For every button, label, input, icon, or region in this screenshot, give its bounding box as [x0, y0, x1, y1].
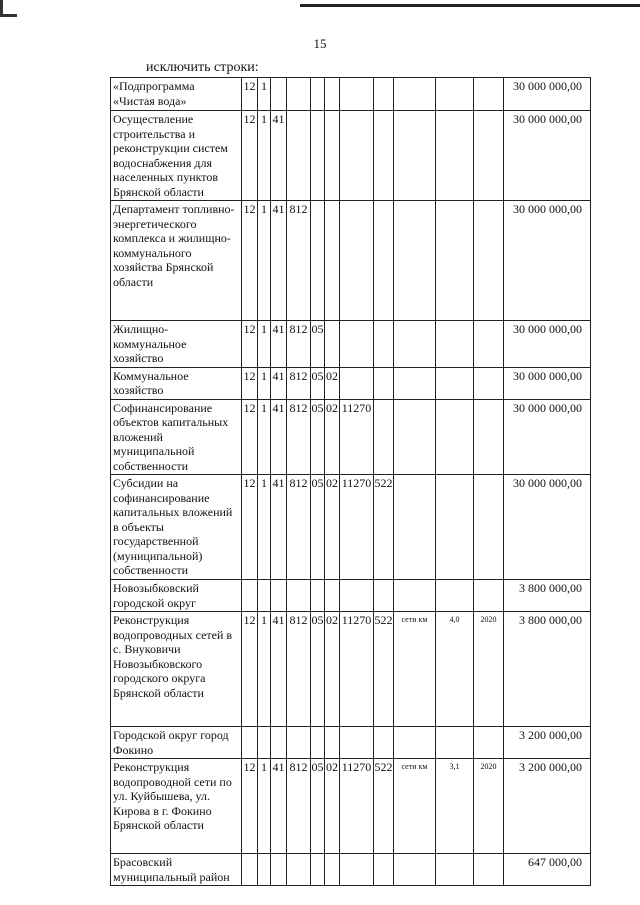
row-code-c2	[258, 854, 271, 886]
row-code-c11	[474, 78, 504, 111]
row-name: Реконструкция водопроводной сети по ул. Куйбышева, ул. Кирова в г. Фокино Брянской области	[111, 759, 242, 854]
row-code-c11	[474, 321, 504, 368]
row-code-c5: 05	[311, 399, 325, 475]
row-code-c1: 12	[242, 321, 258, 368]
row-name: Жилищно-коммунальное хозяйство	[111, 321, 242, 368]
scan-top-bar	[300, 4, 640, 7]
row-code-c3	[271, 727, 287, 759]
table-row	[111, 727, 591, 759]
row-amount: 30 000 000,00	[504, 399, 591, 475]
row-code-c8	[374, 580, 394, 612]
row-code-c7	[340, 111, 374, 201]
row-code-c8	[374, 78, 394, 111]
row-code-c8: 522	[374, 475, 394, 580]
row-code-c7: 11270	[340, 759, 374, 854]
row-code-c6	[325, 727, 340, 759]
row-code-c11	[474, 580, 504, 612]
row-name: Софинансирование объектов капитальных вложений муниципальной собственности	[111, 399, 242, 475]
row-code-c6	[325, 78, 340, 111]
row-code-c4	[287, 580, 311, 612]
row-code-c10	[436, 201, 474, 321]
row-code-c8: 522	[374, 612, 394, 727]
row-code-c10	[436, 727, 474, 759]
row-code-c10	[436, 78, 474, 111]
row-code-c2: 1	[258, 201, 271, 321]
row-code-c7	[340, 854, 374, 886]
row-code-c5	[311, 201, 325, 321]
row-amount: 30 000 000,00	[504, 321, 591, 368]
row-code-c3: 41	[271, 111, 287, 201]
row-code-c3: 41	[271, 201, 287, 321]
row-code-c2	[258, 580, 271, 612]
row-code-c11: 2020	[474, 759, 504, 854]
row-amount: 647 000,00	[504, 854, 591, 886]
row-code-c8	[374, 399, 394, 475]
row-code-c8	[374, 111, 394, 201]
row-code-c5	[311, 854, 325, 886]
row-code-c2: 1	[258, 78, 271, 111]
row-code-c6: 02	[325, 759, 340, 854]
table-row	[111, 367, 591, 399]
table-row	[111, 580, 591, 612]
row-amount: 3 200 000,00	[504, 727, 591, 759]
row-code-c10	[436, 399, 474, 475]
row-code-c8	[374, 727, 394, 759]
row-name: Субсидии на софинансирование капитальных вложений в объекты государственной (муниципальной) собственности	[111, 475, 242, 580]
row-code-c11	[474, 854, 504, 886]
row-code-c9	[394, 580, 436, 612]
budget-table	[110, 77, 591, 886]
row-code-c9	[394, 111, 436, 201]
row-code-c9	[394, 78, 436, 111]
row-code-c2: 1	[258, 475, 271, 580]
row-code-c9	[394, 367, 436, 399]
table-row	[111, 854, 591, 886]
row-code-c6: 02	[325, 367, 340, 399]
row-code-c10	[436, 367, 474, 399]
row-code-c6	[325, 321, 340, 368]
row-code-c4: 812	[287, 399, 311, 475]
row-code-c4: 812	[287, 201, 311, 321]
row-amount: 3 800 000,00	[504, 612, 591, 727]
row-amount: 3 200 000,00	[504, 759, 591, 854]
row-code-c11: 2020	[474, 612, 504, 727]
row-code-c4: 812	[287, 612, 311, 727]
row-code-c3	[271, 854, 287, 886]
row-code-c6	[325, 201, 340, 321]
row-code-c1	[242, 727, 258, 759]
row-code-c1: 12	[242, 759, 258, 854]
row-code-c1: 12	[242, 201, 258, 321]
row-code-c11	[474, 727, 504, 759]
row-code-c4	[287, 727, 311, 759]
row-amount: 30 000 000,00	[504, 78, 591, 111]
intro-text: исключить строки:	[146, 60, 259, 75]
row-code-c3	[271, 580, 287, 612]
row-code-c7	[340, 580, 374, 612]
row-code-c6	[325, 854, 340, 886]
row-code-c8	[374, 321, 394, 368]
row-code-c10	[436, 580, 474, 612]
row-code-c3: 41	[271, 475, 287, 580]
row-code-c10: 3,1	[436, 759, 474, 854]
row-code-c1: 12	[242, 367, 258, 399]
row-amount: 30 000 000,00	[504, 367, 591, 399]
row-code-c3: 41	[271, 321, 287, 368]
row-code-c5	[311, 727, 325, 759]
row-code-c4: 812	[287, 367, 311, 399]
row-amount: 30 000 000,00	[504, 201, 591, 321]
row-name: Городской округ город Фокино	[111, 727, 242, 759]
row-code-c10	[436, 321, 474, 368]
row-code-c5: 05	[311, 367, 325, 399]
row-code-c2	[258, 727, 271, 759]
row-code-c9	[394, 201, 436, 321]
row-code-c8	[374, 854, 394, 886]
row-code-c7	[340, 201, 374, 321]
row-amount: 3 800 000,00	[504, 580, 591, 612]
table-row	[111, 321, 591, 368]
row-code-c10	[436, 475, 474, 580]
row-code-c1	[242, 854, 258, 886]
row-code-c1: 12	[242, 399, 258, 475]
table-row	[111, 399, 591, 475]
row-name: Коммунальное хозяйство	[111, 367, 242, 399]
row-code-c4: 812	[287, 321, 311, 368]
table-row	[111, 612, 591, 727]
row-code-c6: 02	[325, 475, 340, 580]
scan-corner-mark	[0, 0, 17, 17]
row-code-c2: 1	[258, 399, 271, 475]
row-code-c8: 522	[374, 759, 394, 854]
row-amount: 30 000 000,00	[504, 475, 591, 580]
table-row	[111, 475, 591, 580]
row-code-c5	[311, 111, 325, 201]
row-code-c6: 02	[325, 399, 340, 475]
row-code-c3	[271, 78, 287, 111]
row-name: Департамент топливно-энергетического комплекса и жилищно-коммунального хозяйства Брянской области	[111, 201, 242, 321]
row-code-c9	[394, 854, 436, 886]
row-code-c4	[287, 78, 311, 111]
table-body	[111, 78, 591, 886]
row-code-c3: 41	[271, 612, 287, 727]
row-code-c4	[287, 854, 311, 886]
row-code-c8	[374, 367, 394, 399]
row-code-c7	[340, 727, 374, 759]
row-amount: 30 000 000,00	[504, 111, 591, 201]
row-name: Осуществление строительства и реконструкции систем водоснабжения для населенных пунктов Брянской области	[111, 111, 242, 201]
row-code-c1: 12	[242, 475, 258, 580]
row-code-c9	[394, 475, 436, 580]
row-code-c5: 05	[311, 612, 325, 727]
row-code-c5: 05	[311, 759, 325, 854]
row-code-c11	[474, 475, 504, 580]
page-number: 15	[313, 36, 327, 51]
row-code-c3: 41	[271, 367, 287, 399]
row-code-c2: 1	[258, 111, 271, 201]
row-name: Новозыбковский городской округ	[111, 580, 242, 612]
row-code-c2: 1	[258, 367, 271, 399]
row-code-c9	[394, 727, 436, 759]
row-code-c9	[394, 321, 436, 368]
row-code-c10	[436, 854, 474, 886]
row-code-c7	[340, 78, 374, 111]
row-code-c1: 12	[242, 612, 258, 727]
row-code-c11	[474, 399, 504, 475]
row-code-c7	[340, 321, 374, 368]
row-code-c3: 41	[271, 759, 287, 854]
row-code-c9	[394, 399, 436, 475]
row-code-c2: 1	[258, 612, 271, 727]
row-code-c4	[287, 111, 311, 201]
row-code-c11	[474, 367, 504, 399]
row-code-c11	[474, 201, 504, 321]
row-code-c4: 812	[287, 475, 311, 580]
row-code-c4: 812	[287, 759, 311, 854]
row-code-c10: 4,0	[436, 612, 474, 727]
row-code-c3: 41	[271, 399, 287, 475]
table-row	[111, 759, 591, 854]
row-code-c1	[242, 580, 258, 612]
row-name: «Подпрограмма «Чистая вода»	[111, 78, 242, 111]
row-code-c5	[311, 78, 325, 111]
table-row	[111, 111, 591, 201]
row-code-c11	[474, 111, 504, 201]
row-code-c2: 1	[258, 759, 271, 854]
row-code-c6: 02	[325, 612, 340, 727]
row-code-c6	[325, 111, 340, 201]
row-code-c5: 05	[311, 475, 325, 580]
table-row	[111, 78, 591, 111]
row-code-c1: 12	[242, 111, 258, 201]
row-code-c7	[340, 367, 374, 399]
row-code-c8	[374, 201, 394, 321]
row-code-c1: 12	[242, 78, 258, 111]
row-name: Брасовский муниципальный район	[111, 854, 242, 886]
row-code-c7: 11270	[340, 399, 374, 475]
row-code-c10	[436, 111, 474, 201]
table-row	[111, 201, 591, 321]
row-name: Реконструкция водопроводных сетей в с. Внуковичи Новозыбковского городского округа Брянской области	[111, 612, 242, 727]
row-code-c5: 05	[311, 321, 325, 368]
row-code-c5	[311, 580, 325, 612]
row-code-c9: сети км	[394, 759, 436, 854]
row-code-c6	[325, 580, 340, 612]
row-code-c2: 1	[258, 321, 271, 368]
row-code-c7: 11270	[340, 475, 374, 580]
row-code-c7: 11270	[340, 612, 374, 727]
row-code-c9: сети км	[394, 612, 436, 727]
